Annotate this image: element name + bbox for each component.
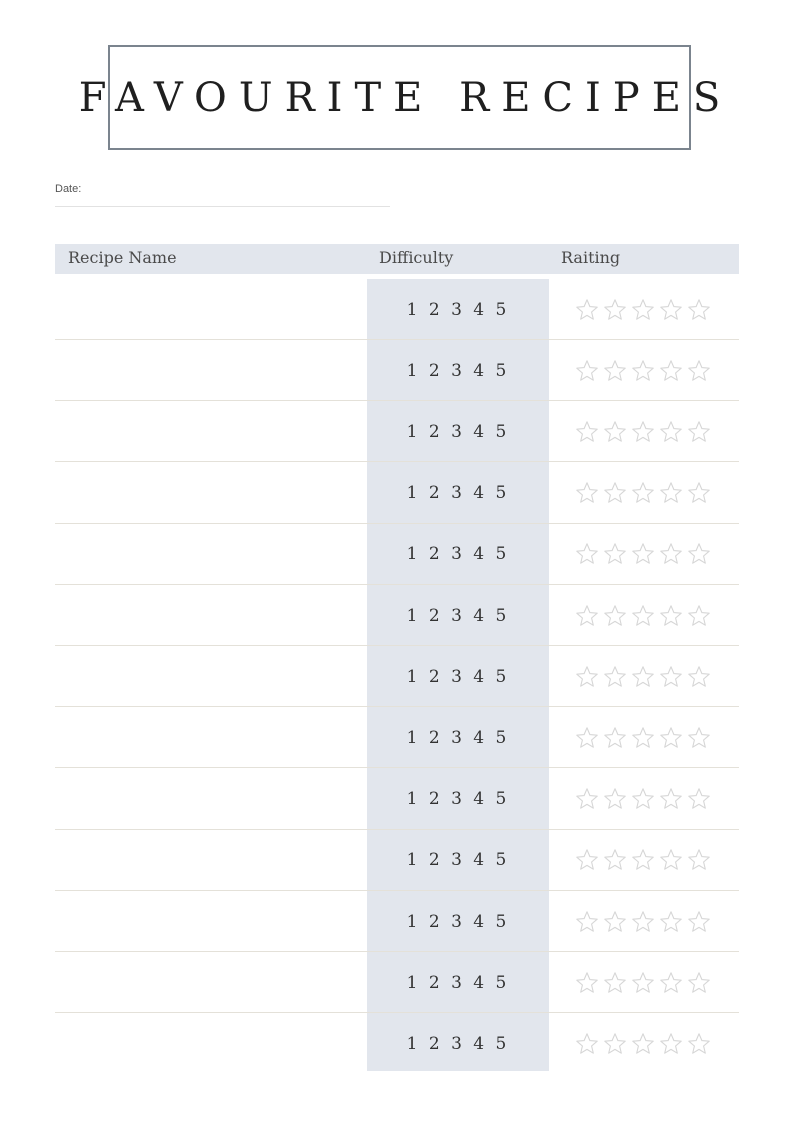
star-icon[interactable] xyxy=(603,726,627,750)
star-icon[interactable] xyxy=(575,481,599,505)
difficulty-scale[interactable]: 1 2 3 4 5 xyxy=(406,421,510,442)
star-icon[interactable] xyxy=(659,359,683,383)
rating-stars xyxy=(575,298,711,322)
recipe-name-field[interactable] xyxy=(55,707,365,768)
star-icon[interactable] xyxy=(575,665,599,689)
star-icon[interactable] xyxy=(575,542,599,566)
star-icon[interactable] xyxy=(659,665,683,689)
star-icon[interactable] xyxy=(659,971,683,995)
star-icon[interactable] xyxy=(575,848,599,872)
star-icon[interactable] xyxy=(687,542,711,566)
star-icon[interactable] xyxy=(603,848,627,872)
header-recipe-name: Recipe Name xyxy=(68,248,177,267)
star-icon[interactable] xyxy=(687,420,711,444)
star-icon[interactable] xyxy=(631,848,655,872)
header-difficulty: Difficulty xyxy=(379,248,454,267)
star-icon[interactable] xyxy=(687,359,711,383)
star-icon[interactable] xyxy=(631,910,655,934)
rating-stars xyxy=(575,726,711,750)
rating-stars xyxy=(575,787,711,811)
star-icon[interactable] xyxy=(631,787,655,811)
star-icon[interactable] xyxy=(659,542,683,566)
star-icon[interactable] xyxy=(575,359,599,383)
date-field-line[interactable] xyxy=(55,206,390,207)
star-icon[interactable] xyxy=(631,420,655,444)
star-icon[interactable] xyxy=(575,726,599,750)
star-icon[interactable] xyxy=(659,726,683,750)
star-icon[interactable] xyxy=(631,1032,655,1056)
recipe-name-field[interactable] xyxy=(55,830,365,891)
table-row xyxy=(55,830,739,891)
star-icon[interactable] xyxy=(575,910,599,934)
star-icon[interactable] xyxy=(603,481,627,505)
difficulty-scale[interactable]: 1 2 3 4 5 xyxy=(406,789,510,810)
star-icon[interactable] xyxy=(687,665,711,689)
star-icon[interactable] xyxy=(687,910,711,934)
star-icon[interactable] xyxy=(575,604,599,628)
table-row xyxy=(55,646,739,707)
rating-stars xyxy=(575,604,711,628)
star-icon[interactable] xyxy=(575,1032,599,1056)
recipe-name-field[interactable] xyxy=(55,524,365,585)
star-icon[interactable] xyxy=(659,910,683,934)
star-icon[interactable] xyxy=(659,481,683,505)
star-icon[interactable] xyxy=(575,971,599,995)
recipe-name-field[interactable] xyxy=(55,769,365,830)
table-header xyxy=(55,244,739,274)
rating-stars xyxy=(575,481,711,505)
star-icon[interactable] xyxy=(575,298,599,322)
star-icon[interactable] xyxy=(603,298,627,322)
star-icon[interactable] xyxy=(603,787,627,811)
star-icon[interactable] xyxy=(659,298,683,322)
star-icon[interactable] xyxy=(687,604,711,628)
recipe-name-field[interactable] xyxy=(55,340,365,401)
star-icon[interactable] xyxy=(603,542,627,566)
star-icon[interactable] xyxy=(631,542,655,566)
rating-stars xyxy=(575,665,711,689)
recipe-name-field[interactable] xyxy=(55,952,365,1013)
recipe-name-field[interactable] xyxy=(55,646,365,707)
difficulty-scale[interactable]: 1 2 3 4 5 xyxy=(406,360,510,381)
table-row xyxy=(55,585,739,646)
rating-stars xyxy=(575,971,711,995)
page-title: FAVOURITE RECIPES xyxy=(78,74,733,121)
table-row xyxy=(55,707,739,768)
table-row xyxy=(55,952,739,1013)
difficulty-scale[interactable]: 1 2 3 4 5 xyxy=(406,483,510,504)
difficulty-scale[interactable]: 1 2 3 4 5 xyxy=(406,911,510,932)
rating-stars xyxy=(575,359,711,383)
star-icon[interactable] xyxy=(687,848,711,872)
recipe-name-field[interactable] xyxy=(55,279,365,340)
star-icon[interactable] xyxy=(603,910,627,934)
rating-stars xyxy=(575,848,711,872)
star-icon[interactable] xyxy=(659,420,683,444)
recipe-name-field[interactable] xyxy=(55,585,365,646)
table-row xyxy=(55,891,739,952)
star-icon[interactable] xyxy=(603,604,627,628)
difficulty-scale[interactable]: 1 2 3 4 5 xyxy=(406,1033,510,1054)
difficulty-scale[interactable]: 1 2 3 4 5 xyxy=(406,727,510,748)
star-icon[interactable] xyxy=(659,787,683,811)
recipe-name-field[interactable] xyxy=(55,401,365,462)
title-box xyxy=(78,45,733,150)
star-icon[interactable] xyxy=(687,1032,711,1056)
rating-stars xyxy=(575,542,711,566)
date-label: Date: xyxy=(55,183,82,195)
difficulty-scale[interactable]: 1 2 3 4 5 xyxy=(406,666,510,687)
table-row xyxy=(55,340,739,401)
star-icon[interactable] xyxy=(631,359,655,383)
star-icon[interactable] xyxy=(659,848,683,872)
star-icon[interactable] xyxy=(575,787,599,811)
difficulty-scale[interactable]: 1 2 3 4 5 xyxy=(406,605,510,626)
star-icon[interactable] xyxy=(631,298,655,322)
star-icon[interactable] xyxy=(659,1032,683,1056)
table-row xyxy=(55,524,739,585)
star-icon[interactable] xyxy=(603,420,627,444)
header-rating: Raiting xyxy=(561,248,621,267)
rating-stars xyxy=(575,420,711,444)
star-icon[interactable] xyxy=(603,1032,627,1056)
table-row xyxy=(55,1013,739,1074)
star-icon[interactable] xyxy=(631,726,655,750)
star-icon[interactable] xyxy=(687,726,711,750)
star-icon[interactable] xyxy=(687,971,711,995)
table-row xyxy=(55,401,739,462)
star-icon[interactable] xyxy=(631,481,655,505)
star-icon[interactable] xyxy=(631,971,655,995)
star-icon[interactable] xyxy=(631,665,655,689)
star-icon[interactable] xyxy=(687,787,711,811)
star-icon[interactable] xyxy=(603,971,627,995)
star-icon[interactable] xyxy=(603,359,627,383)
star-icon[interactable] xyxy=(603,665,627,689)
difficulty-scale[interactable]: 1 2 3 4 5 xyxy=(406,544,510,565)
table-row xyxy=(55,279,739,340)
star-icon[interactable] xyxy=(687,298,711,322)
rating-stars xyxy=(575,1032,711,1056)
recipe-name-field[interactable] xyxy=(55,1013,365,1074)
table-row xyxy=(55,769,739,830)
rating-stars xyxy=(575,910,711,934)
recipe-name-field[interactable] xyxy=(55,463,365,524)
star-icon[interactable] xyxy=(631,604,655,628)
star-icon[interactable] xyxy=(659,604,683,628)
star-icon[interactable] xyxy=(687,481,711,505)
difficulty-scale[interactable]: 1 2 3 4 5 xyxy=(406,850,510,871)
difficulty-scale[interactable]: 1 2 3 4 5 xyxy=(406,972,510,993)
difficulty-scale[interactable]: 1 2 3 4 5 xyxy=(406,299,510,320)
star-icon[interactable] xyxy=(575,420,599,444)
table-row xyxy=(55,463,739,524)
recipe-name-field[interactable] xyxy=(55,891,365,952)
